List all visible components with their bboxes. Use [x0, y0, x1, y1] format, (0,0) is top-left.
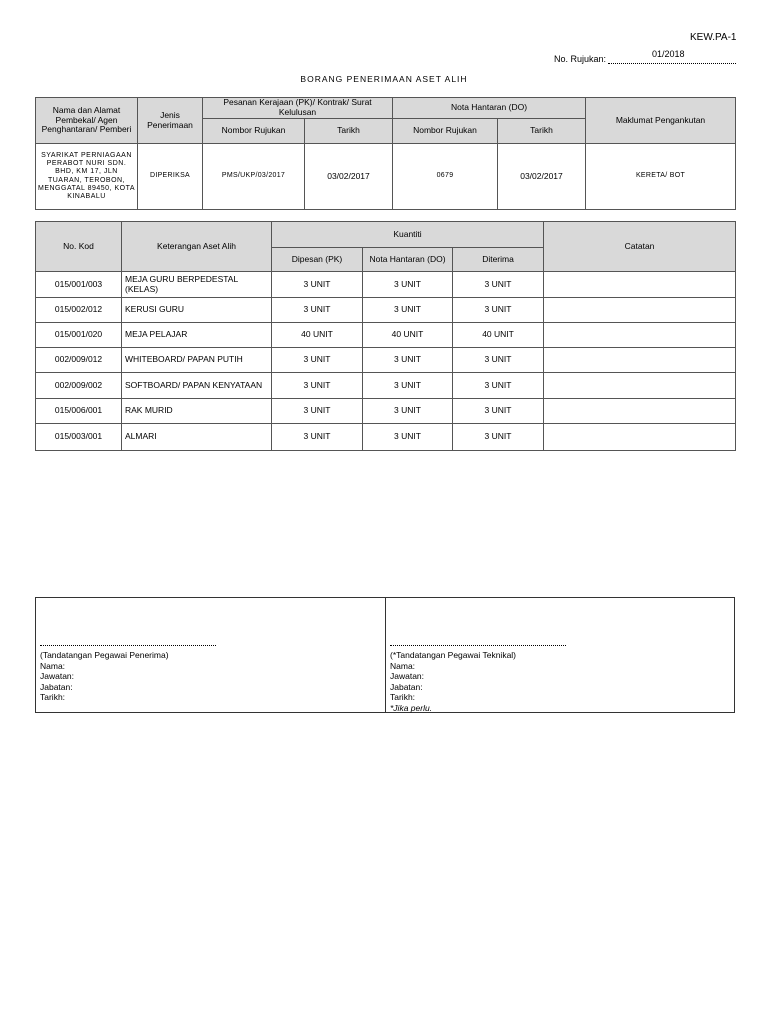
ordered-cell: 3 UNIT: [272, 348, 363, 373]
header-transport: Maklumat Pengankutan: [586, 98, 736, 144]
table-row: [36, 348, 736, 373]
receiver-signature-title: (Tandatangan Pegawai Penerima): [40, 650, 169, 660]
receiver-signature-line: [40, 641, 216, 646]
header-quantity: Kuantiti: [272, 222, 544, 248]
received-cell: 3 UNIT: [453, 424, 544, 451]
delivered-cell: 3 UNIT: [363, 373, 453, 399]
receiver-department-label: Jabatan:: [40, 681, 73, 692]
description-cell: KERUSI GURU: [122, 298, 272, 323]
technical-position-label: Jawatan:: [390, 671, 425, 681]
technical-department-label: Jabatan:: [390, 681, 423, 692]
technical-name-label: Nama:: [390, 660, 416, 671]
notes-cell: [544, 399, 736, 424]
ordered-cell: 3 UNIT: [272, 298, 363, 323]
description-cell: SOFTBOARD/ PAPAN KENYATAAN: [122, 373, 272, 399]
description-cell: WHITEBOARD/ PAPAN PUTIH: [122, 348, 272, 373]
notes-cell: [544, 348, 736, 373]
signature-box: [35, 597, 735, 713]
code-cell: 015/006/001: [36, 399, 122, 424]
received-cell: 3 UNIT: [453, 373, 544, 399]
technical-signature-line: [390, 641, 566, 646]
transport-cell: KERETA/ BOT: [586, 144, 736, 210]
description-cell: MEJA GURU BERPEDESTAL (KELAS): [122, 272, 272, 298]
table-row: [36, 272, 736, 298]
notes-cell: [544, 424, 736, 451]
technical-signature-section: [385, 598, 735, 712]
delivered-cell: 3 UNIT: [363, 424, 453, 451]
ordered-cell: 3 UNIT: [272, 373, 363, 399]
table-row: [36, 323, 736, 348]
ordered-cell: 3 UNIT: [272, 424, 363, 451]
delivered-cell: 3 UNIT: [363, 348, 453, 373]
notes-cell: [544, 272, 736, 298]
do-date-cell: 03/02/2017: [498, 144, 586, 210]
notes-cell: [544, 298, 736, 323]
received-cell: 3 UNIT: [453, 348, 544, 373]
receiver-name-label: Nama:: [40, 660, 66, 671]
reference-label: No. Rujukan:: [554, 54, 607, 64]
description-cell: RAK MURID: [122, 399, 272, 424]
receipt-type-cell: DIPERIKSA: [138, 144, 203, 210]
received-cell: 3 UNIT: [453, 399, 544, 424]
header-received: Diterima: [453, 248, 544, 272]
delivered-cell: 3 UNIT: [363, 298, 453, 323]
header-notes: Catatan: [544, 222, 736, 272]
description-cell: ALMARI: [122, 424, 272, 451]
header-do-date: Tarikh: [498, 119, 586, 144]
technical-date-label: Tarikh:: [390, 692, 416, 702]
received-cell: 40 UNIT: [453, 323, 544, 348]
technical-signature-title: (*Tandatangan Pegawai Teknikal): [390, 650, 517, 660]
header-receipt-type: Jenis Penerimaan: [138, 98, 203, 144]
header-do-ref: Nombor Rujukan: [393, 119, 498, 144]
receiver-signature-section: [36, 598, 385, 712]
supplier-cell: SYARIKAT PERNIAGAAN PERABOT NURI SDN. BHD, KM 17, JLN TUARAN, TEROBON, MENGGATAL 89450, KOTA KINABALU: [36, 144, 138, 210]
code-cell: 002/009/012: [36, 348, 122, 373]
table-row: [36, 373, 736, 399]
reference-value: 01/2018: [652, 49, 685, 59]
ordered-cell: 40 UNIT: [272, 323, 363, 348]
receiver-date-label: Tarikh:: [40, 692, 66, 702]
notes-cell: [544, 373, 736, 399]
do-ref-cell: 0679: [393, 144, 498, 210]
code-cell: 015/001/020: [36, 323, 122, 348]
header-order-date: Tarikh: [305, 119, 393, 144]
header-supplier: Nama dan Alamat Pembekal/ Agen Penghantaran/ Pemberi: [36, 98, 138, 144]
header-delivery-note: Nota Hantaran (DO): [363, 248, 453, 272]
table-row: [36, 424, 736, 451]
received-cell: 3 UNIT: [453, 272, 544, 298]
table-row: [36, 399, 736, 424]
header-order-ref: Nombor Rujukan: [203, 119, 305, 144]
form-code: KEW.PA-1: [690, 32, 737, 43]
form-title: BORANG PENERIMAAN ASET ALIH: [300, 74, 468, 84]
header-ordered: Dipesan (PK): [272, 248, 363, 272]
asset-table: [35, 221, 736, 451]
ordered-cell: 3 UNIT: [272, 399, 363, 424]
header-delivery-group: Nota Hantaran (DO): [393, 98, 586, 119]
receiver-position-label: Jawatan:: [40, 671, 75, 681]
order-ref-cell: PMS/UKP/03/2017: [203, 144, 305, 210]
ordered-cell: 3 UNIT: [272, 272, 363, 298]
header-code: No. Kod: [36, 222, 122, 272]
delivered-cell: 3 UNIT: [363, 272, 453, 298]
delivered-cell: 40 UNIT: [363, 323, 453, 348]
table-row: [36, 298, 736, 323]
technical-note: *Jika perlu.: [390, 702, 433, 713]
delivered-cell: 3 UNIT: [363, 399, 453, 424]
order-date-cell: 03/02/2017: [305, 144, 393, 210]
received-cell: 3 UNIT: [453, 298, 544, 323]
code-cell: 015/001/003: [36, 272, 122, 298]
header-description: Keterangan Aset Alih: [122, 222, 272, 272]
code-cell: 015/002/012: [36, 298, 122, 323]
notes-cell: [544, 323, 736, 348]
code-cell: 015/003/001: [36, 424, 122, 451]
header-order-group: Pesanan Kerajaan (PK)/ Kontrak/ Surat Kelulusan: [203, 98, 393, 119]
code-cell: 002/009/002: [36, 373, 122, 399]
description-cell: MEJA PELAJAR: [122, 323, 272, 348]
delivery-info-table: [35, 97, 736, 210]
